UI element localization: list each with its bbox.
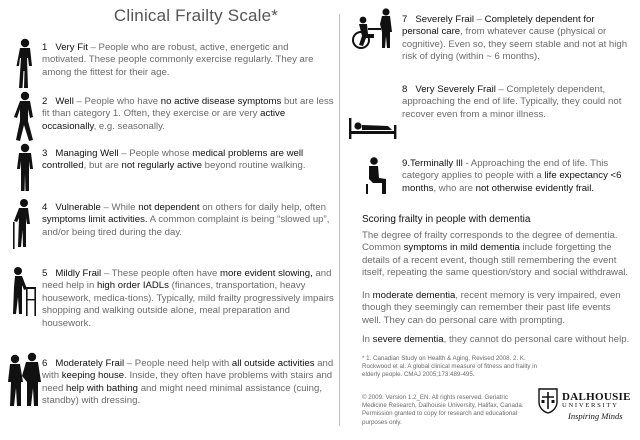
level-text-bold: more evident slowing,	[219, 268, 313, 279]
frailty-level-3	[42, 148, 334, 173]
paragraph-text: In	[362, 290, 373, 301]
person-with-cane-icon	[10, 198, 36, 250]
copyright-notice: © 2009. Version 1.2_EN. All rights reserved. Geriatric Medicine Research, Dalhousie University, Halifax, Canada. Permission granted to copy for research and educational purposes only.	[362, 394, 524, 426]
level-text: (finances, transportation, heavy housework, medica-tions). Typically, mild frailty progressively impairs shopping and walking outside alone, meal preparation and housework.	[42, 280, 334, 329]
level-text: but are less fit than category 1. Often, they exercise or are very	[42, 96, 334, 120]
level-text: , but are	[83, 160, 122, 172]
level-name: Moderately Frail	[55, 358, 125, 369]
logo-subtitle: UNIVERSITY	[562, 402, 619, 409]
level-number: 9.	[402, 158, 411, 169]
level-text-bold: not regularly active	[121, 160, 203, 172]
level-text-bold: not otherwise evidently frail.	[475, 182, 594, 194]
level-number: 4	[42, 202, 48, 213]
frailty-level-7	[402, 14, 632, 64]
level-text: – People need help with	[124, 358, 232, 369]
frailty-level-6	[42, 358, 334, 408]
level-number: 2	[42, 96, 48, 107]
level-text-bold: not dependent	[138, 202, 200, 213]
assisted-walking-icon	[4, 352, 44, 408]
frailty-level-4	[42, 202, 334, 239]
paragraph-text: include forgetting the details of a recent event, though still remembering the event itself, repeating the same question/story and social withdrawal.	[362, 242, 629, 279]
seated-person-icon	[364, 156, 390, 196]
person-standing-icon	[13, 143, 37, 193]
paragraph-text-bold: symptoms in mild dementia	[403, 242, 520, 254]
wheelchair-icon	[346, 8, 396, 50]
level-number: 7	[402, 14, 408, 25]
level-text-bold: Completely dependent for personal care	[402, 14, 595, 38]
level-text: and with	[42, 358, 334, 382]
paragraph-text-bold: moderate dementia	[372, 290, 456, 301]
level-name: Severely Frail	[415, 14, 474, 25]
level-text: , e.g. seasonally.	[93, 120, 165, 132]
level-name: Managing Well	[55, 148, 119, 159]
references: * 1. Canadian Study on Health & Aging, Revised 2008. 2. K. Rockwood et al. A global clinical measure of fitness and frailty in elderly people. CMAJ 2005;173:489-495.	[362, 355, 538, 379]
level-text-bold: active occasionally	[42, 108, 286, 132]
level-text: –	[474, 14, 485, 25]
level-text: A common complaint is being “slowed up”, and/or being tired during the day.	[42, 214, 330, 238]
level-text: and need help in	[42, 268, 332, 292]
level-number: 5	[42, 268, 48, 279]
level-name: Very Fit	[55, 42, 88, 53]
paragraph-text: The degree of frailty corresponds to the degree of dementia. Common	[362, 230, 618, 254]
level-text-bold: no active disease symptoms	[160, 96, 282, 107]
level-name: Well	[55, 96, 74, 107]
logo-tagline: Inspiring Minds	[568, 411, 623, 421]
level-number: 1	[42, 42, 48, 53]
level-text-bold: symptoms limit activities.	[42, 214, 148, 226]
level-number: 3	[42, 148, 48, 159]
dementia-section-title: Scoring frailty in people with dementia	[362, 214, 531, 225]
dementia-paragraph-1	[362, 230, 630, 280]
paragraph-text: In	[362, 334, 373, 345]
frailty-level-1	[42, 42, 334, 79]
level-text-bold: life expectancy <6 months	[402, 170, 622, 194]
level-text: – People who have	[73, 96, 161, 107]
level-text: – These people often have	[101, 268, 220, 279]
paragraph-text: , they cannot do personal care without help.	[443, 334, 630, 345]
crest-icon	[538, 388, 558, 419]
level-text: beyond routine walking.	[202, 160, 306, 172]
level-text-bold: help with bathing	[66, 382, 139, 394]
column-divider	[339, 14, 340, 426]
level-text-bold: high order IADLs	[96, 280, 169, 292]
level-name: Terminally Ill	[410, 158, 463, 169]
person-with-walker-icon	[8, 265, 38, 317]
level-name: Mildly Frail	[55, 268, 102, 279]
level-text: – Completely dependent, approaching the end of life. Typically, they could not recover even from a minor illness.	[402, 84, 622, 120]
frailty-level-8	[402, 84, 632, 121]
university-logo	[538, 388, 638, 428]
level-number: 8	[402, 84, 408, 95]
level-text-bold: medical problems are well controlled	[42, 148, 304, 172]
level-number: 6	[42, 358, 48, 369]
dementia-paragraph-2	[362, 290, 630, 327]
standing-person-icon	[14, 38, 36, 90]
logo-name: DALHOUSIE	[562, 391, 631, 403]
level-text: and might need minimal assistance (cuing, standby) with dressing.	[42, 382, 323, 407]
level-text: on others for daily help, often	[199, 202, 326, 213]
frailty-level-5	[42, 268, 334, 330]
frailty-level-9	[402, 158, 632, 195]
level-text: , who are	[433, 182, 476, 194]
paragraph-text-bold: severe dementia	[372, 334, 444, 345]
level-text: - Approaching the end of life. This category applies to people with a	[402, 158, 609, 182]
level-name: Vulnerable	[55, 202, 101, 213]
bedridden-person-icon	[348, 116, 398, 140]
page-title: Clinical Frailty Scale*	[113, 6, 279, 25]
walking-person-icon	[12, 91, 38, 143]
level-text: – While	[100, 202, 139, 213]
level-text: – People who are robust, active, energetic and motivated. These people commonly exercise regularly. They are among the fittest for their age.	[42, 42, 314, 78]
level-text-bold: keeping house	[61, 370, 125, 382]
paragraph-text: , recent memory is very impaired, even though they seemingly can remember their past life events well. They can do personal care with prompting.	[362, 290, 621, 326]
level-text-bold: all outside activities	[231, 358, 315, 369]
level-text: – People whose	[118, 148, 193, 159]
level-name: Very Severely Frail	[415, 84, 496, 95]
level-text: , from whatever cause (physical or cognitive). Even so, they seem stable and not at high risk of dying (within ~ 6 months).	[402, 26, 628, 63]
dementia-paragraph-3	[362, 334, 630, 346]
level-text: . Inside, they often have problems with stairs and need	[42, 370, 333, 394]
frailty-level-2	[42, 96, 334, 133]
